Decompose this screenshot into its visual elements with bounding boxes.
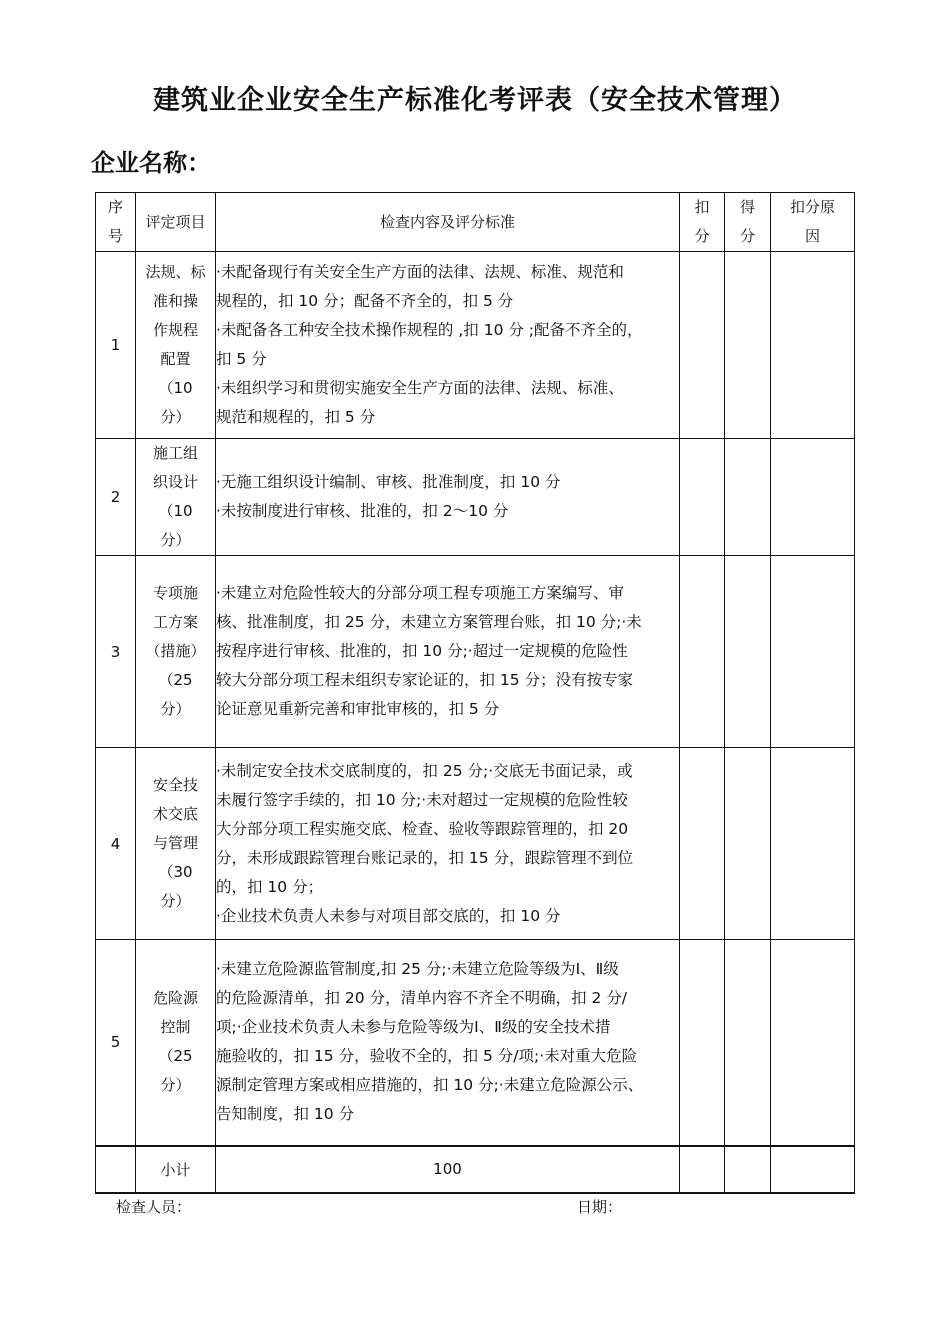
header-item: 评定项目 [136, 193, 216, 252]
item-line: 与管理 [152, 834, 198, 852]
item-line: 分） [160, 1076, 191, 1095]
criteria-line: ·未按制度进行审核、批准的，扣 2～10 分 [216, 502, 509, 520]
item-line: 准和操 [152, 292, 198, 310]
criteria-line: 较大分部分项工程未组织专家论证的，扣 15 分；没有按专家 [216, 671, 634, 689]
table-row [96, 556, 855, 748]
inspector-label: 检查人员： [116, 1198, 192, 1216]
header-score [725, 193, 771, 252]
row-criteria [216, 940, 680, 1146]
criteria-line: ·未配备现行有关安全生产方面的法律、法规、标准、规范和 [216, 263, 624, 281]
reason-cell[interactable] [771, 252, 855, 439]
header-row [96, 193, 855, 252]
score-cell[interactable] [725, 940, 771, 1146]
header-deduct [680, 193, 725, 252]
criteria-line: 的，扣 10 分； [216, 877, 324, 896]
header-reason-line: 扣分原 [789, 198, 835, 216]
header-deduct-line: 分 [694, 227, 710, 245]
row-number: 2 [96, 439, 136, 556]
item-line: （10 [158, 379, 193, 397]
criteria-line: 按程序进行审核、批准的，扣 10 分;·超过一定规模的危险性 [216, 642, 628, 660]
criteria-line: ·无施工组织设计编制、审核、批准制度，扣 10 分 [216, 473, 561, 491]
deduct-total-cell[interactable] [680, 1146, 725, 1193]
item-line: 分） [160, 408, 191, 426]
header-deduct-line: 扣 [694, 198, 710, 216]
row-item [136, 439, 216, 556]
item-line: 织设计 [152, 473, 198, 491]
item-line: （30 [158, 863, 193, 881]
deduct-cell[interactable] [680, 940, 725, 1146]
criteria-line: ·未制定安全技术交底制度的，扣 25 分;·交底无书面记录，或 [216, 761, 633, 780]
item-line: （措施） [145, 642, 206, 660]
score-cell[interactable] [725, 252, 771, 439]
criteria-line: 未履行签字手续的，扣 10 分;·未对超过一定规模的危险性较 [216, 790, 628, 809]
header-num-line: 号 [107, 227, 123, 245]
reason-cell[interactable] [771, 748, 855, 940]
criteria-line: 论证意见重新完善和审批审核的，扣 5 分 [216, 700, 500, 718]
header-score-line: 得 [739, 198, 755, 216]
criteria-line: 施验收的，扣 15 分，验收不全的，扣 5 分/项;·未对重大危险 [216, 1047, 638, 1066]
criteria-line: ·未组织学习和贯彻实施安全生产方面的法律、法规、标准、 [216, 379, 624, 397]
item-line: 作规程 [152, 321, 198, 339]
item-line: 控制 [160, 1018, 191, 1037]
subtotal-value: 100 [216, 1146, 680, 1193]
criteria-line: 核、批准制度，扣 25 分，未建立方案管理台账，扣 10 分;·未 [216, 613, 642, 631]
row-item [136, 940, 216, 1146]
item-line: （10 [158, 502, 193, 520]
criteria-line: ·企业技术负责人未参与对项目部交底的，扣 10 分 [216, 906, 561, 925]
criteria-line: 扣 5 分 [216, 350, 267, 368]
row-number: 4 [96, 748, 136, 940]
header-reason [771, 193, 855, 252]
deduct-cell[interactable] [680, 748, 725, 940]
subtotal-row [96, 1146, 855, 1193]
item-line: 法规、标 [145, 263, 206, 281]
row-criteria [216, 748, 680, 940]
header-num-line: 序 [107, 198, 123, 216]
row-item [136, 252, 216, 439]
table-row [96, 748, 855, 940]
date-label: 日期： [577, 1198, 623, 1216]
score-cell[interactable] [725, 748, 771, 940]
criteria-line: 的危险源清单，扣 20 分，清单内容不齐全不明确，扣 2 分/ [216, 989, 628, 1008]
deduct-cell[interactable] [680, 556, 725, 748]
table-row [96, 439, 855, 556]
score-total-cell[interactable] [725, 1146, 771, 1193]
criteria-line: ·未配备各工种安全技术操作规程的 ,扣 10 分 ;配备不齐全的， [216, 321, 643, 339]
header-reason-line: 因 [804, 227, 820, 245]
row-criteria [216, 556, 680, 748]
deduct-cell[interactable] [680, 252, 725, 439]
score-cell[interactable] [725, 556, 771, 748]
item-line: （25 [158, 671, 193, 689]
header-criteria: 检查内容及评分标准 [216, 193, 680, 252]
criteria-line: 告知制度，扣 10 分 [216, 1105, 355, 1124]
criteria-line: 源制定管理方案或相应措施的，扣 10 分;·未建立危险源公示、 [216, 1076, 644, 1095]
criteria-line: 大分部分项工程实施交底、检查、验收等跟踪管理的，扣 20 [216, 819, 629, 838]
item-line: 分） [160, 531, 191, 549]
evaluation-table [95, 192, 855, 1194]
subtotal-empty-cell [96, 1146, 136, 1193]
item-line: 工方案 [152, 613, 198, 631]
row-item [136, 556, 216, 748]
item-line: 分） [160, 892, 191, 910]
reason-total-cell[interactable] [771, 1146, 855, 1193]
item-line: 专项施 [152, 584, 198, 602]
header-num [96, 193, 136, 252]
item-line: （25 [158, 1047, 193, 1066]
criteria-line: 项;·企业技术负责人未参与危险等级为Ⅰ、Ⅱ级的安全技术措 [216, 1018, 611, 1037]
item-line: 配置 [160, 350, 191, 368]
criteria-line: ·未建立对危险性较大的分部分项工程专项施工方案编写、审 [216, 584, 624, 602]
criteria-line: 分，未形成跟踪管理台账记录的，扣 15 分，跟踪管理不到位 [216, 848, 634, 867]
row-number: 1 [96, 252, 136, 439]
page-title: 建筑业企业安全生产标准化考评表（安全技术管理） [153, 85, 797, 116]
item-line: 安全技 [152, 776, 198, 794]
subtotal-label: 小计 [136, 1146, 216, 1193]
header-score-line: 分 [739, 227, 755, 245]
table-row [96, 252, 855, 439]
row-criteria [216, 439, 680, 556]
item-line: 危险源 [152, 989, 198, 1008]
criteria-line: 规范和规程的，扣 5 分 [216, 408, 376, 426]
deduct-cell[interactable] [680, 439, 725, 556]
row-item [136, 748, 216, 940]
criteria-line: ·未建立危险源监管制度,扣 25 分;·未建立危险等级为Ⅰ、Ⅱ级 [216, 960, 619, 979]
reason-cell[interactable] [771, 940, 855, 1146]
company-name-label: 企业名称： [91, 149, 211, 177]
item-line: 术交底 [152, 805, 198, 823]
reason-cell[interactable] [771, 439, 855, 556]
row-number: 3 [96, 556, 136, 748]
table-row [96, 940, 855, 1146]
item-line: 分） [160, 700, 191, 718]
criteria-line: 规程的，扣 10 分；配备不齐全的，扣 5 分 [216, 292, 514, 310]
reason-cell[interactable] [771, 556, 855, 748]
item-line: 施工组 [152, 444, 198, 462]
score-cell[interactable] [725, 439, 771, 556]
row-number: 5 [96, 940, 136, 1146]
row-criteria [216, 252, 680, 439]
